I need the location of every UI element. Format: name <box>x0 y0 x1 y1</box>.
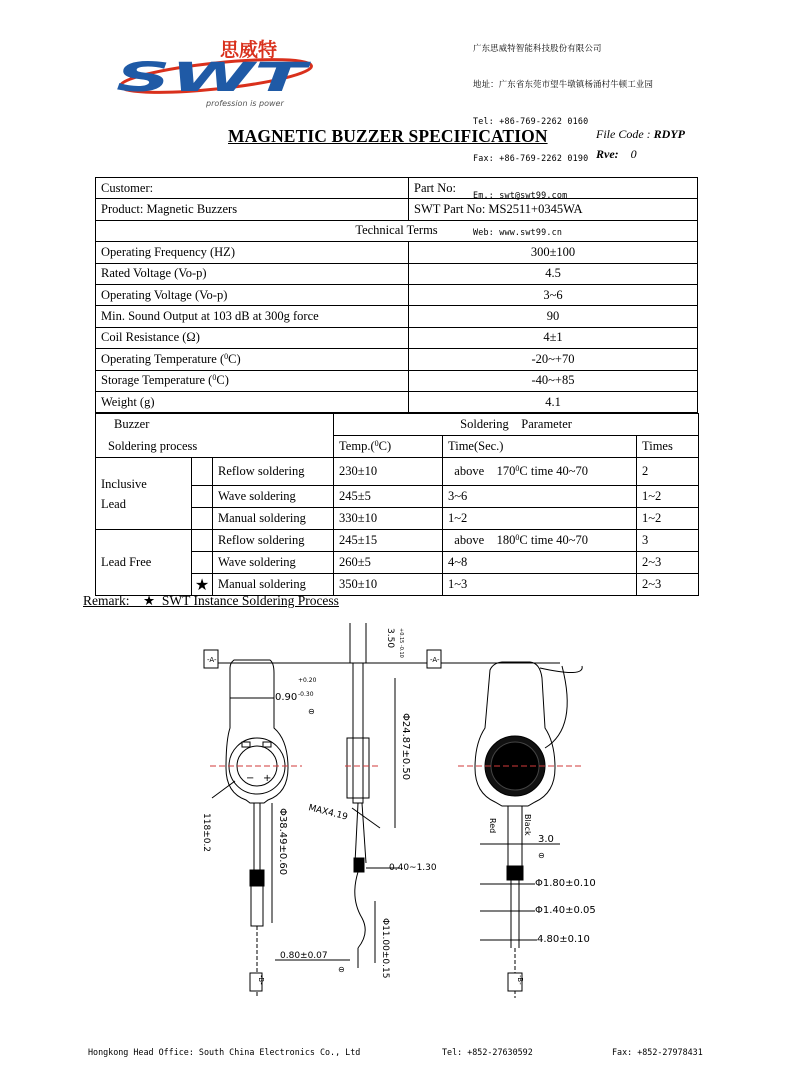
times-cell: 3 <box>637 530 699 552</box>
company-tel: Tel: +86-769-2262 0160 <box>473 116 589 127</box>
customer-cell: Customer: <box>96 178 409 199</box>
revision <box>596 147 637 162</box>
dim-thickness-tol: +0.15 -0.10 <box>398 628 404 658</box>
spec-value: 4.1 <box>409 391 698 412</box>
temp-head: Temp.( <box>339 439 375 453</box>
datum-b-right: -B- <box>516 975 524 985</box>
plus-mark: + <box>263 773 272 784</box>
degree-sup: 0 <box>374 439 379 448</box>
spec-label <box>96 349 409 370</box>
time-cell: 3~6 <box>443 486 637 508</box>
process-cell: Manual soldering <box>213 574 334 596</box>
table-row <box>96 414 699 436</box>
degree-sup: 0 <box>224 351 229 361</box>
star-cell <box>192 530 213 552</box>
table-row <box>96 306 698 327</box>
company-email: Em.: swt@swt99.com <box>473 190 568 201</box>
lead-label: Lead <box>101 496 126 511</box>
star-cell <box>192 552 213 574</box>
soldering-parameter-header: Soldering Parameter <box>334 414 699 436</box>
table-row <box>96 220 698 241</box>
spec-value: 300±100 <box>409 242 698 263</box>
remark-note: Remark: ★ SWT Instance Soldering Process <box>83 593 339 608</box>
dim-480: 4.80±0.10 <box>537 934 590 945</box>
dim-1100: Φ11.00±0.15 <box>380 918 390 979</box>
swt-part-cell: SWT Part No: MS2511+0345WA <box>409 199 698 220</box>
process-cell: Wave soldering <box>213 552 334 574</box>
revision-value: 0 <box>630 147 637 161</box>
buzzer-header: Buzzer <box>96 414 334 436</box>
star-cell <box>192 458 213 486</box>
dim-180: Φ1.80±0.10 <box>535 878 596 889</box>
st-temp-tail: C) <box>216 373 229 388</box>
revision-label: Rve: <box>596 147 619 161</box>
dim-118: 118±0.2 <box>201 813 211 853</box>
time-cell <box>443 530 637 552</box>
file-code-value: RDYP <box>653 127 685 141</box>
dim-thickness: 3.50 <box>385 628 395 649</box>
degree-sup: 0 <box>515 464 520 473</box>
inclusive-lead-cell <box>96 458 192 530</box>
time-cell: 1~3 <box>443 574 637 596</box>
wire-red-label: Red <box>488 818 497 834</box>
temp-cell: 330±10 <box>334 508 443 530</box>
time-pre: above 170 <box>448 464 516 478</box>
process-cell: Reflow soldering <box>213 458 334 486</box>
temp-tail: C) <box>378 439 392 453</box>
star-cell <box>192 486 213 508</box>
table-row <box>96 370 698 391</box>
spec-value: 3~6 <box>409 284 698 305</box>
temp-cell: 245±15 <box>334 530 443 552</box>
table-row <box>96 327 698 348</box>
table-row <box>96 530 699 552</box>
spec-label: Rated Voltage (Vo-p) <box>96 263 409 284</box>
swt-logo <box>108 36 313 108</box>
op-temp-label: Operating Temperature ( <box>101 351 225 366</box>
temp-header <box>334 436 443 458</box>
time-header: Time(Sec.) <box>443 436 637 458</box>
star-icon: ★ <box>192 574 213 596</box>
spec-value: 4±1 <box>409 327 698 348</box>
times-header: Times <box>637 436 699 458</box>
dim-30-mark: ⊖ <box>538 851 545 860</box>
temp-cell: 260±5 <box>334 552 443 574</box>
times-cell: 1~2 <box>637 486 699 508</box>
degree-sup: 0 <box>212 373 217 383</box>
table-row <box>96 349 698 370</box>
table-row <box>96 436 699 458</box>
datum-a-left: -A- <box>207 656 217 664</box>
process-cell: Wave soldering <box>213 486 334 508</box>
spec-label <box>96 370 409 391</box>
process-cell: Reflow soldering <box>213 530 334 552</box>
logo-letters: SWT <box>116 55 312 101</box>
dim-diameter: Φ24.87±0.50 <box>400 713 411 781</box>
soldering-process-header: Soldering process <box>96 436 334 458</box>
spec-value: 90 <box>409 306 698 327</box>
star-cell <box>192 508 213 530</box>
dim-090: 0.90 <box>275 692 298 703</box>
dim-140: Φ1.40±0.05 <box>535 905 596 916</box>
times-cell: 1~2 <box>637 508 699 530</box>
inclusive-label: Inclusive <box>101 476 147 491</box>
time-post: C time 40~70 <box>519 464 588 478</box>
document-title: MAGNETIC BUZZER SPECIFICATION <box>228 126 548 146</box>
spec-label: Coil Resistance (Ω) <box>96 327 409 348</box>
minus-mark: − <box>246 773 255 784</box>
temp-cell: 350±10 <box>334 574 443 596</box>
footer-fax: Fax: +852-27978431 <box>612 1047 703 1057</box>
technical-terms-header: Technical Terms <box>96 220 698 241</box>
file-code-label: File Code : <box>596 127 651 141</box>
lead-free-cell: Lead Free <box>96 530 192 596</box>
file-code <box>596 127 685 142</box>
dim-max: MAX4.19 <box>307 803 349 823</box>
spec-value: -20~+70 <box>409 349 698 370</box>
soldering-table <box>95 413 699 596</box>
degree-sup: 0 <box>515 533 520 542</box>
table-row <box>96 199 698 220</box>
dim-090-tol-up: +0.20 <box>298 677 317 684</box>
dim-090-mark: ⊖ <box>308 707 315 716</box>
datum-a-right: -A- <box>430 656 440 664</box>
table-row <box>96 458 699 486</box>
table-row <box>96 284 698 305</box>
spec-label: Operating Voltage (Vo-p) <box>96 284 409 305</box>
temp-cell: 230±10 <box>334 458 443 486</box>
table-row <box>96 242 698 263</box>
wire-black-label: Black <box>523 814 532 836</box>
time-cell: 4~8 <box>443 552 637 574</box>
rear-view <box>458 662 596 998</box>
spec-label: Weight (g) <box>96 391 409 412</box>
company-name: 广东思威特智能科技股份有限公司 <box>473 42 602 53</box>
times-cell: 2~3 <box>637 552 699 574</box>
time-pre: above 180 <box>448 533 516 547</box>
footer-tel: Tel: +852-27630592 <box>442 1047 533 1057</box>
dim-090-tol-dn: -0.30 <box>298 691 314 698</box>
times-cell: 2 <box>637 458 699 486</box>
table-row <box>96 263 698 284</box>
time-post: C time 40~70 <box>519 533 588 547</box>
times-cell: 2~3 <box>637 574 699 596</box>
buzzer-drawing <box>190 618 610 1003</box>
logo-tagline: profession is power <box>206 99 284 108</box>
dim-080: 0.80±0.07 <box>280 951 328 961</box>
company-web: Web: www.swt99.cn <box>473 227 563 238</box>
temp-cell: 245±5 <box>334 486 443 508</box>
table-row <box>96 391 698 412</box>
time-cell: 1~2 <box>443 508 637 530</box>
product-cell: Product: Magnetic Buzzers <box>96 199 409 220</box>
dim-040: 0.40~1.30 <box>389 863 437 873</box>
st-temp-label: Storage Temperature ( <box>101 373 213 388</box>
logo-chinese: 思威特 <box>220 39 278 61</box>
spec-value: -40~+85 <box>409 370 698 391</box>
part-no-cell: Part No: <box>409 178 698 199</box>
op-temp-tail: C) <box>228 351 241 366</box>
spec-value: 4.5 <box>409 263 698 284</box>
footer-office: Hongkong Head Office: South China Electronics Co., Ltd <box>88 1047 361 1057</box>
spec-table <box>95 177 698 413</box>
time-cell <box>443 458 637 486</box>
company-address: 地址：广东省东莞市望牛墩镇杨涌村牛顿工业园 <box>473 79 654 90</box>
process-cell: Manual soldering <box>213 508 334 530</box>
spec-label: Min. Sound Output at 103 dB at 300g force <box>96 306 409 327</box>
table-row <box>96 178 698 199</box>
dim-080-mark: ⊖ <box>338 965 345 974</box>
company-fax: Fax: +86-769-2262 0190 <box>473 153 589 164</box>
datum-b-left: -B- <box>257 975 265 985</box>
spec-label: Operating Frequency (HZ) <box>96 242 409 263</box>
dim-length: Φ38.49±0.60 <box>277 808 288 876</box>
dim-30: 3.0 <box>538 834 554 845</box>
